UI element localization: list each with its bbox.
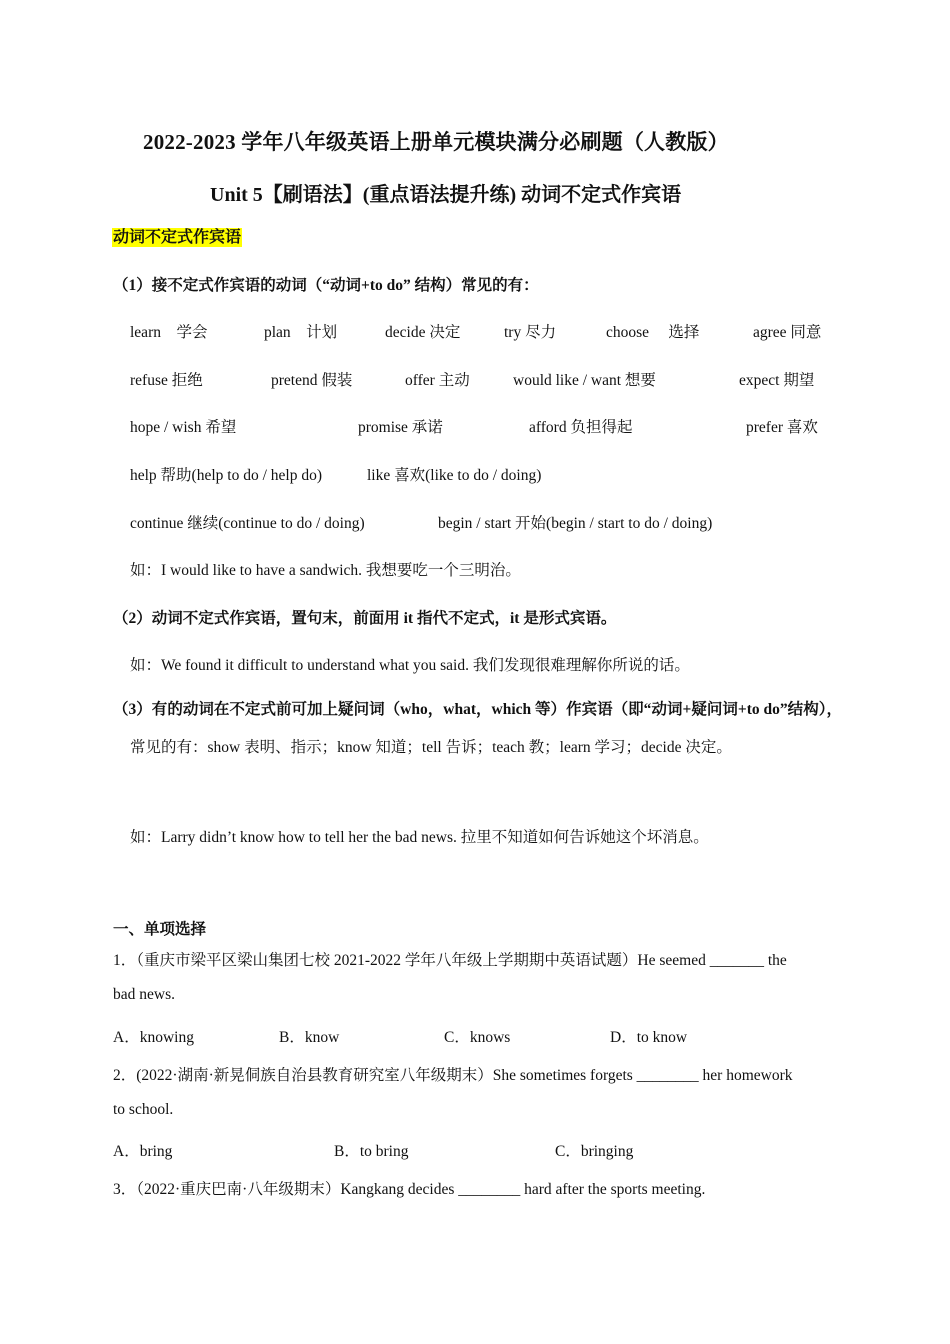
example-sentence: 如：Larry didn’t know how to tell her the bad news. 拉里不知道如何告诉她这个坏消息。 bbox=[130, 829, 709, 846]
answer-option[interactable]: C．knows bbox=[444, 1029, 511, 1046]
verb-item: help 帮助(help to do / help do) bbox=[130, 467, 322, 484]
highlight-heading bbox=[112, 224, 242, 247]
verb-item: pretend 假装 bbox=[271, 372, 353, 389]
verb-item: would like / want 想要 bbox=[513, 372, 656, 389]
answer-option[interactable]: A．knowing bbox=[113, 1029, 194, 1046]
verb-item: expect 期望 bbox=[739, 372, 815, 389]
verb-item: afford 负担得起 bbox=[529, 419, 633, 436]
document-subtitle: Unit 5【刷语法】(重点语法提升练) 动词不定式作宾语 bbox=[210, 184, 682, 206]
highlight-heading-text: 动词不定式作宾语 bbox=[113, 229, 242, 246]
verb-item: promise 承诺 bbox=[358, 419, 443, 436]
verb-item: learn 学会 bbox=[130, 324, 208, 341]
verb-item: continue 继续(continue to do / doing) bbox=[130, 515, 365, 532]
section1-heading: （1）接不定式作宾语的动词（“动词+to do” 结构）常见的有： bbox=[113, 277, 539, 294]
answer-option[interactable]: B．to bring bbox=[334, 1143, 409, 1160]
question-stem: 3．（2022·重庆巴南·八年级期末）Kangkang decides ________ hard after the sports meeting. bbox=[113, 1181, 706, 1198]
answer-option[interactable]: B．know bbox=[279, 1029, 340, 1046]
verb-item: plan 计划 bbox=[264, 324, 338, 341]
verb-item: hope / wish 希望 bbox=[130, 419, 237, 436]
question-stem: 2．(2022·湖南·新晃侗族自治县教育研究室八年级期末）She sometimes forgets ________ her homework bbox=[113, 1067, 793, 1084]
section3-heading-bold: （3）有的动词在不定式前可加上疑问词（who，what，which 等）作宾语（即“动词+疑问词+to do”结构）， bbox=[113, 701, 842, 718]
answer-option[interactable]: C．bringing bbox=[555, 1143, 634, 1160]
example-sentence: 如：I would like to have a sandwich. 我想要吃一个三明治。 bbox=[130, 562, 521, 579]
answer-option[interactable]: A．bring bbox=[113, 1143, 173, 1160]
verb-item: decide 决定 bbox=[385, 324, 461, 341]
question-stem: to school. bbox=[113, 1101, 174, 1118]
verb-item: begin / start 开始(begin / start to do / doing) bbox=[438, 515, 713, 532]
question-stem: 1．（重庆市梁平区梁山集团七校 2021-2022 学年八年级上学期期中英语试题）He seemed _______ the bbox=[113, 952, 787, 969]
verb-item: like 喜欢(like to do / doing) bbox=[367, 467, 542, 484]
answer-option[interactable]: D．to know bbox=[610, 1029, 688, 1046]
verb-item: prefer 喜欢 bbox=[746, 419, 818, 436]
verb-item: try 尽力 bbox=[504, 324, 557, 341]
example-sentence: 如：We found it difficult to understand what you said. 我们发现很难理解你所说的话。 bbox=[130, 657, 690, 674]
verb-item: offer 主动 bbox=[405, 372, 470, 389]
section3-heading-normal: 常见的有：show 表明、指示；know 知道；tell 告诉；teach 教；learn 学习；decide 决定。 bbox=[130, 739, 732, 756]
section3-paragraph bbox=[113, 691, 842, 767]
section2-heading: （2）动词不定式作宾语，置句末，前面用 it 指代不定式，it 是形式宾语。 bbox=[113, 610, 617, 627]
exercise-section-title: 一、单项选择 bbox=[113, 921, 207, 938]
verb-item: refuse 拒绝 bbox=[130, 372, 203, 389]
document-title: 2022-2023 学年八年级英语上册单元模块满分必刷题（人教版） bbox=[143, 130, 729, 154]
question-stem: bad news. bbox=[113, 986, 175, 1003]
verb-item: agree 同意 bbox=[753, 324, 822, 341]
verb-item: choose 选择 bbox=[606, 324, 700, 341]
